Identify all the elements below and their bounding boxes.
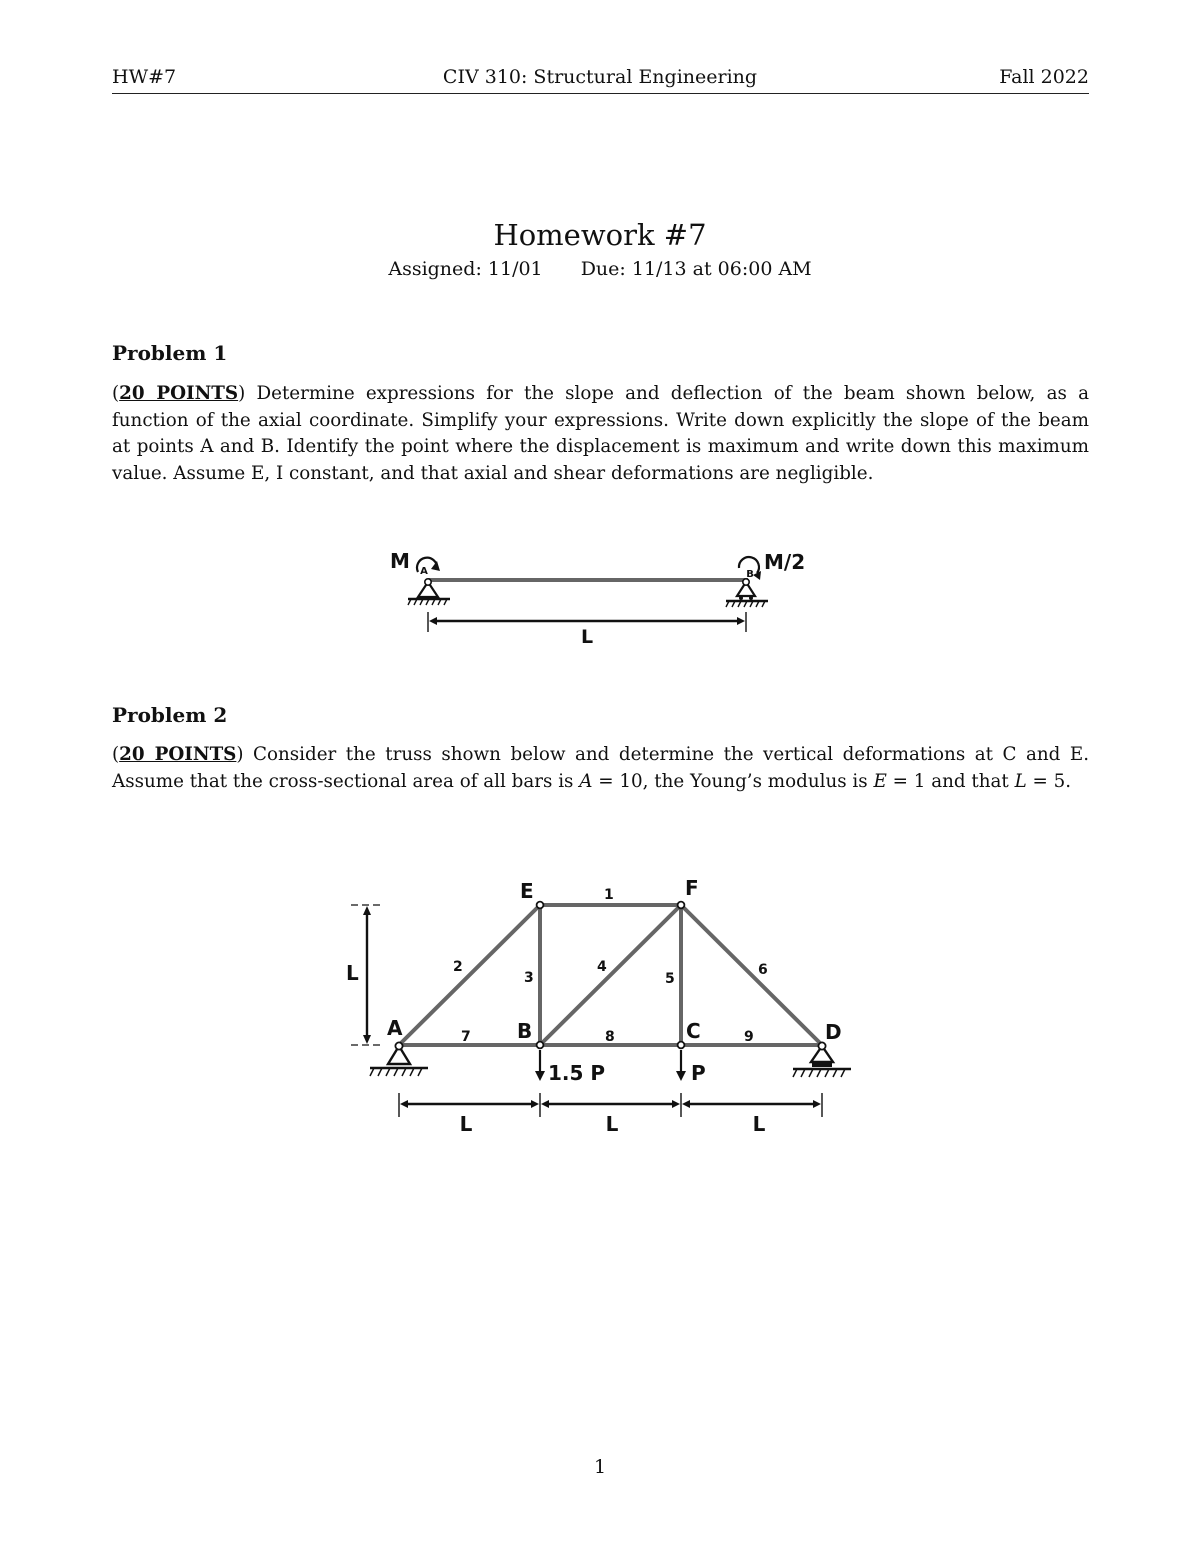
height-label: L bbox=[346, 961, 359, 985]
member-4 bbox=[540, 905, 681, 1045]
member-label-1: 1 bbox=[604, 887, 614, 903]
node-label-D: D bbox=[825, 1020, 842, 1044]
problem1-text: (20 POINTS) Determine expressions for the slope and deflection of the beam shown below, as a function of the axial coordinate. Simplify your expressions. Write down explicitly the slope of the beam at points A and B. Identify the point where the displacement is maximum and write down this maximum value. Assume E, I constant, and that axial and shear deformations are negligible. bbox=[112, 383, 1089, 484]
joint-E bbox=[537, 902, 544, 909]
member-label-4: 4 bbox=[597, 959, 607, 975]
load-label-C: P bbox=[691, 1061, 706, 1085]
val-A: = 10, the Young’s modulus is bbox=[592, 770, 874, 792]
load-arrow-C-icon bbox=[676, 1050, 686, 1081]
header-left: HW#7 bbox=[112, 66, 177, 88]
subtitle bbox=[0, 258, 1200, 280]
var-E: E bbox=[873, 770, 887, 792]
beam-figure bbox=[0, 535, 1200, 655]
problem1-body: Determine expressions for the slope and deflection of the beam shown below, as a function of the axial coordinate. Simplify your expressions. Write down explicitly the slope of the beam at points A and B. Identify the point where the displacement is maximum and write down this maximum value. Assume E, I constant, and that axial and shear deformations are negligible. bbox=[112, 383, 1089, 484]
var-A: A bbox=[579, 770, 593, 792]
member-label-9: 9 bbox=[744, 1029, 754, 1045]
val-L: = 5. bbox=[1026, 770, 1072, 792]
joint-F bbox=[678, 902, 685, 909]
problem2-points: 20 POINTS bbox=[119, 744, 237, 765]
load-arrow-B-icon bbox=[535, 1050, 545, 1081]
moment-label-right: M/2 bbox=[764, 550, 806, 574]
member-label-7: 7 bbox=[461, 1029, 471, 1045]
page-title: Homework #7 bbox=[493, 218, 707, 252]
problem1-heading: Problem 1 bbox=[112, 341, 228, 365]
roller-support-B bbox=[726, 579, 768, 607]
span-label-2: L bbox=[605, 1112, 619, 1136]
load-label-B: 1.5 P bbox=[548, 1061, 606, 1085]
problem1-points: 20 POINTS bbox=[119, 383, 239, 404]
var-L: L bbox=[1014, 770, 1027, 792]
node-label-C: C bbox=[686, 1019, 701, 1043]
problem2-text: (20 POINTS) Consider the truss shown below and determine the vertical deformations at C and E. Assume that the cross-sectional area of all bars is A = 10, the Young’s modulus is E = 1 and that L = 5. bbox=[112, 744, 1090, 792]
page-number: 1 bbox=[593, 1456, 607, 1478]
member-label-8: 8 bbox=[605, 1029, 615, 1045]
member-6 bbox=[681, 905, 822, 1045]
moment-label-left: M bbox=[390, 549, 410, 573]
member-label-6: 6 bbox=[758, 962, 768, 978]
beam-node-A: A bbox=[420, 566, 428, 577]
roller-support-D-truss bbox=[793, 1042, 851, 1077]
node-label-F: F bbox=[685, 876, 699, 900]
member-label-5: 5 bbox=[665, 971, 675, 987]
span-label-1: L bbox=[459, 1112, 473, 1136]
node-label-E: E bbox=[520, 879, 534, 903]
member-label-3: 3 bbox=[524, 970, 534, 986]
pin-support-A-truss bbox=[370, 1042, 428, 1076]
assigned-date: Assigned: 11/01 bbox=[388, 258, 543, 280]
joint-B bbox=[537, 1042, 544, 1049]
problem2-heading: Problem 2 bbox=[112, 703, 228, 727]
due-date: Due: 11/13 at 06:00 AM bbox=[580, 258, 812, 280]
member-label-2: 2 bbox=[453, 959, 463, 975]
joint-C bbox=[678, 1042, 685, 1049]
header-right: Fall 2022 bbox=[999, 66, 1089, 88]
node-label-A: A bbox=[387, 1016, 403, 1040]
beam-node-B: B bbox=[746, 569, 754, 580]
truss-figure bbox=[0, 870, 1200, 1140]
header-rule bbox=[112, 93, 1089, 94]
pin-support-A bbox=[408, 579, 450, 605]
header-center: CIV 310: Structural Engineering bbox=[442, 66, 758, 88]
span-label: L bbox=[580, 626, 594, 648]
problem2-body-a: Consider the truss shown below and determine the vertical deformations at C and E. Assume that the cross-sectional area of all bars is bbox=[112, 744, 1090, 792]
span-label-3: L bbox=[752, 1112, 766, 1136]
node-label-B: B bbox=[517, 1019, 533, 1043]
val-E: = 1 and that bbox=[886, 770, 1015, 792]
